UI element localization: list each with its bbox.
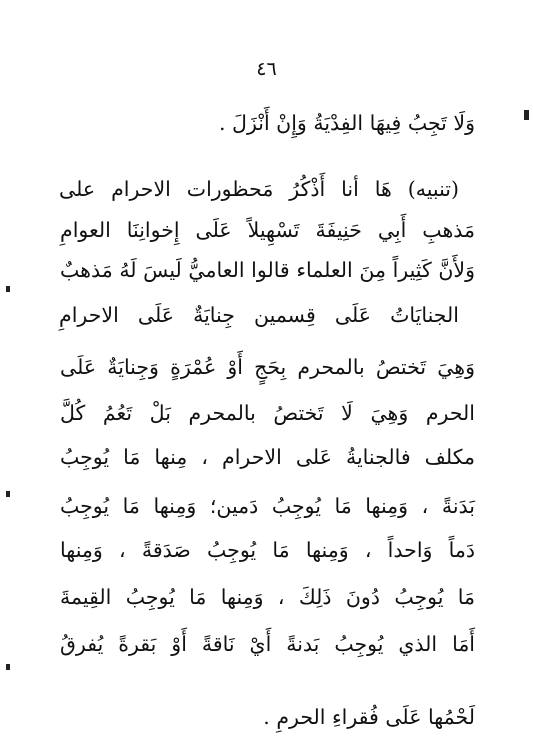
page-number: ٤٦ [256, 58, 277, 80]
text-line-6: وَهِيَ تَختصُ بالمحرم بِحَجٍ أَوْ عُمْرَةٍ وَجِنايَةٌ عَلَى [60, 355, 475, 379]
text-line-10: دَماً وَاحداً ، وَمِنها مَا يُوجِبُ صَدَقةً ، وَمِنها [60, 538, 475, 562]
text-line-7: الحرم وَهِيَ لَا تَختصُ بالمحرم بَلْ تَعُمُ كُلَّ [60, 401, 475, 425]
text-line-11: مَا يُوجِبُ دُونَ ذَلِكَ ، وَمِنها مَا يُوجِبُ القِيمةَ [60, 585, 475, 609]
margin-mark [524, 110, 529, 120]
margin-mark [6, 664, 10, 670]
text-line-3: مَذهبِ أَبِي حَنِيفَةَ تَسْهِيلاً عَلَى إِخوانِنَا العوامِ [60, 218, 475, 242]
text-line-2: (تنبيه) هَا أنا أَذْكُرُ مَحظورات الاحرام على [59, 177, 459, 201]
text-line-5: الجنايَاتُ عَلَى قِسمين جِنايَةٌ عَلَى الاحرامِ [59, 303, 459, 327]
text-line-13: لَحْمُها عَلَى فُقراءِ الحرمِ . [263, 705, 475, 729]
text-line-4: وَلأَنَّ كَثِيراً مِنَ العلماء قالوا العاميُّ لَيسَ لَهُ مَذهبٌ [60, 258, 475, 282]
text-line-12: أَمَا الذي يُوجِبُ بَدنةً أَيْ نَاقةً أَوْ بَقرةً يُفرقُ [60, 632, 475, 656]
margin-mark [6, 491, 10, 497]
margin-mark [6, 286, 10, 292]
text-line-9: بَدَنةً ، وَمِنها مَا يُوجِبُ دَمين؛ وَمِنها مَا يُوجِبُ [60, 494, 475, 518]
text-line-1: وَلَا تَجِبُ فِيهَا الفِدْيَةُ وَإِنْ أَنْزَلَ . [219, 111, 475, 135]
text-line-8: مكلف فالجنايةُ عَلى الاحرام ، مِنها مَا يُوجِبُ [60, 445, 475, 469]
